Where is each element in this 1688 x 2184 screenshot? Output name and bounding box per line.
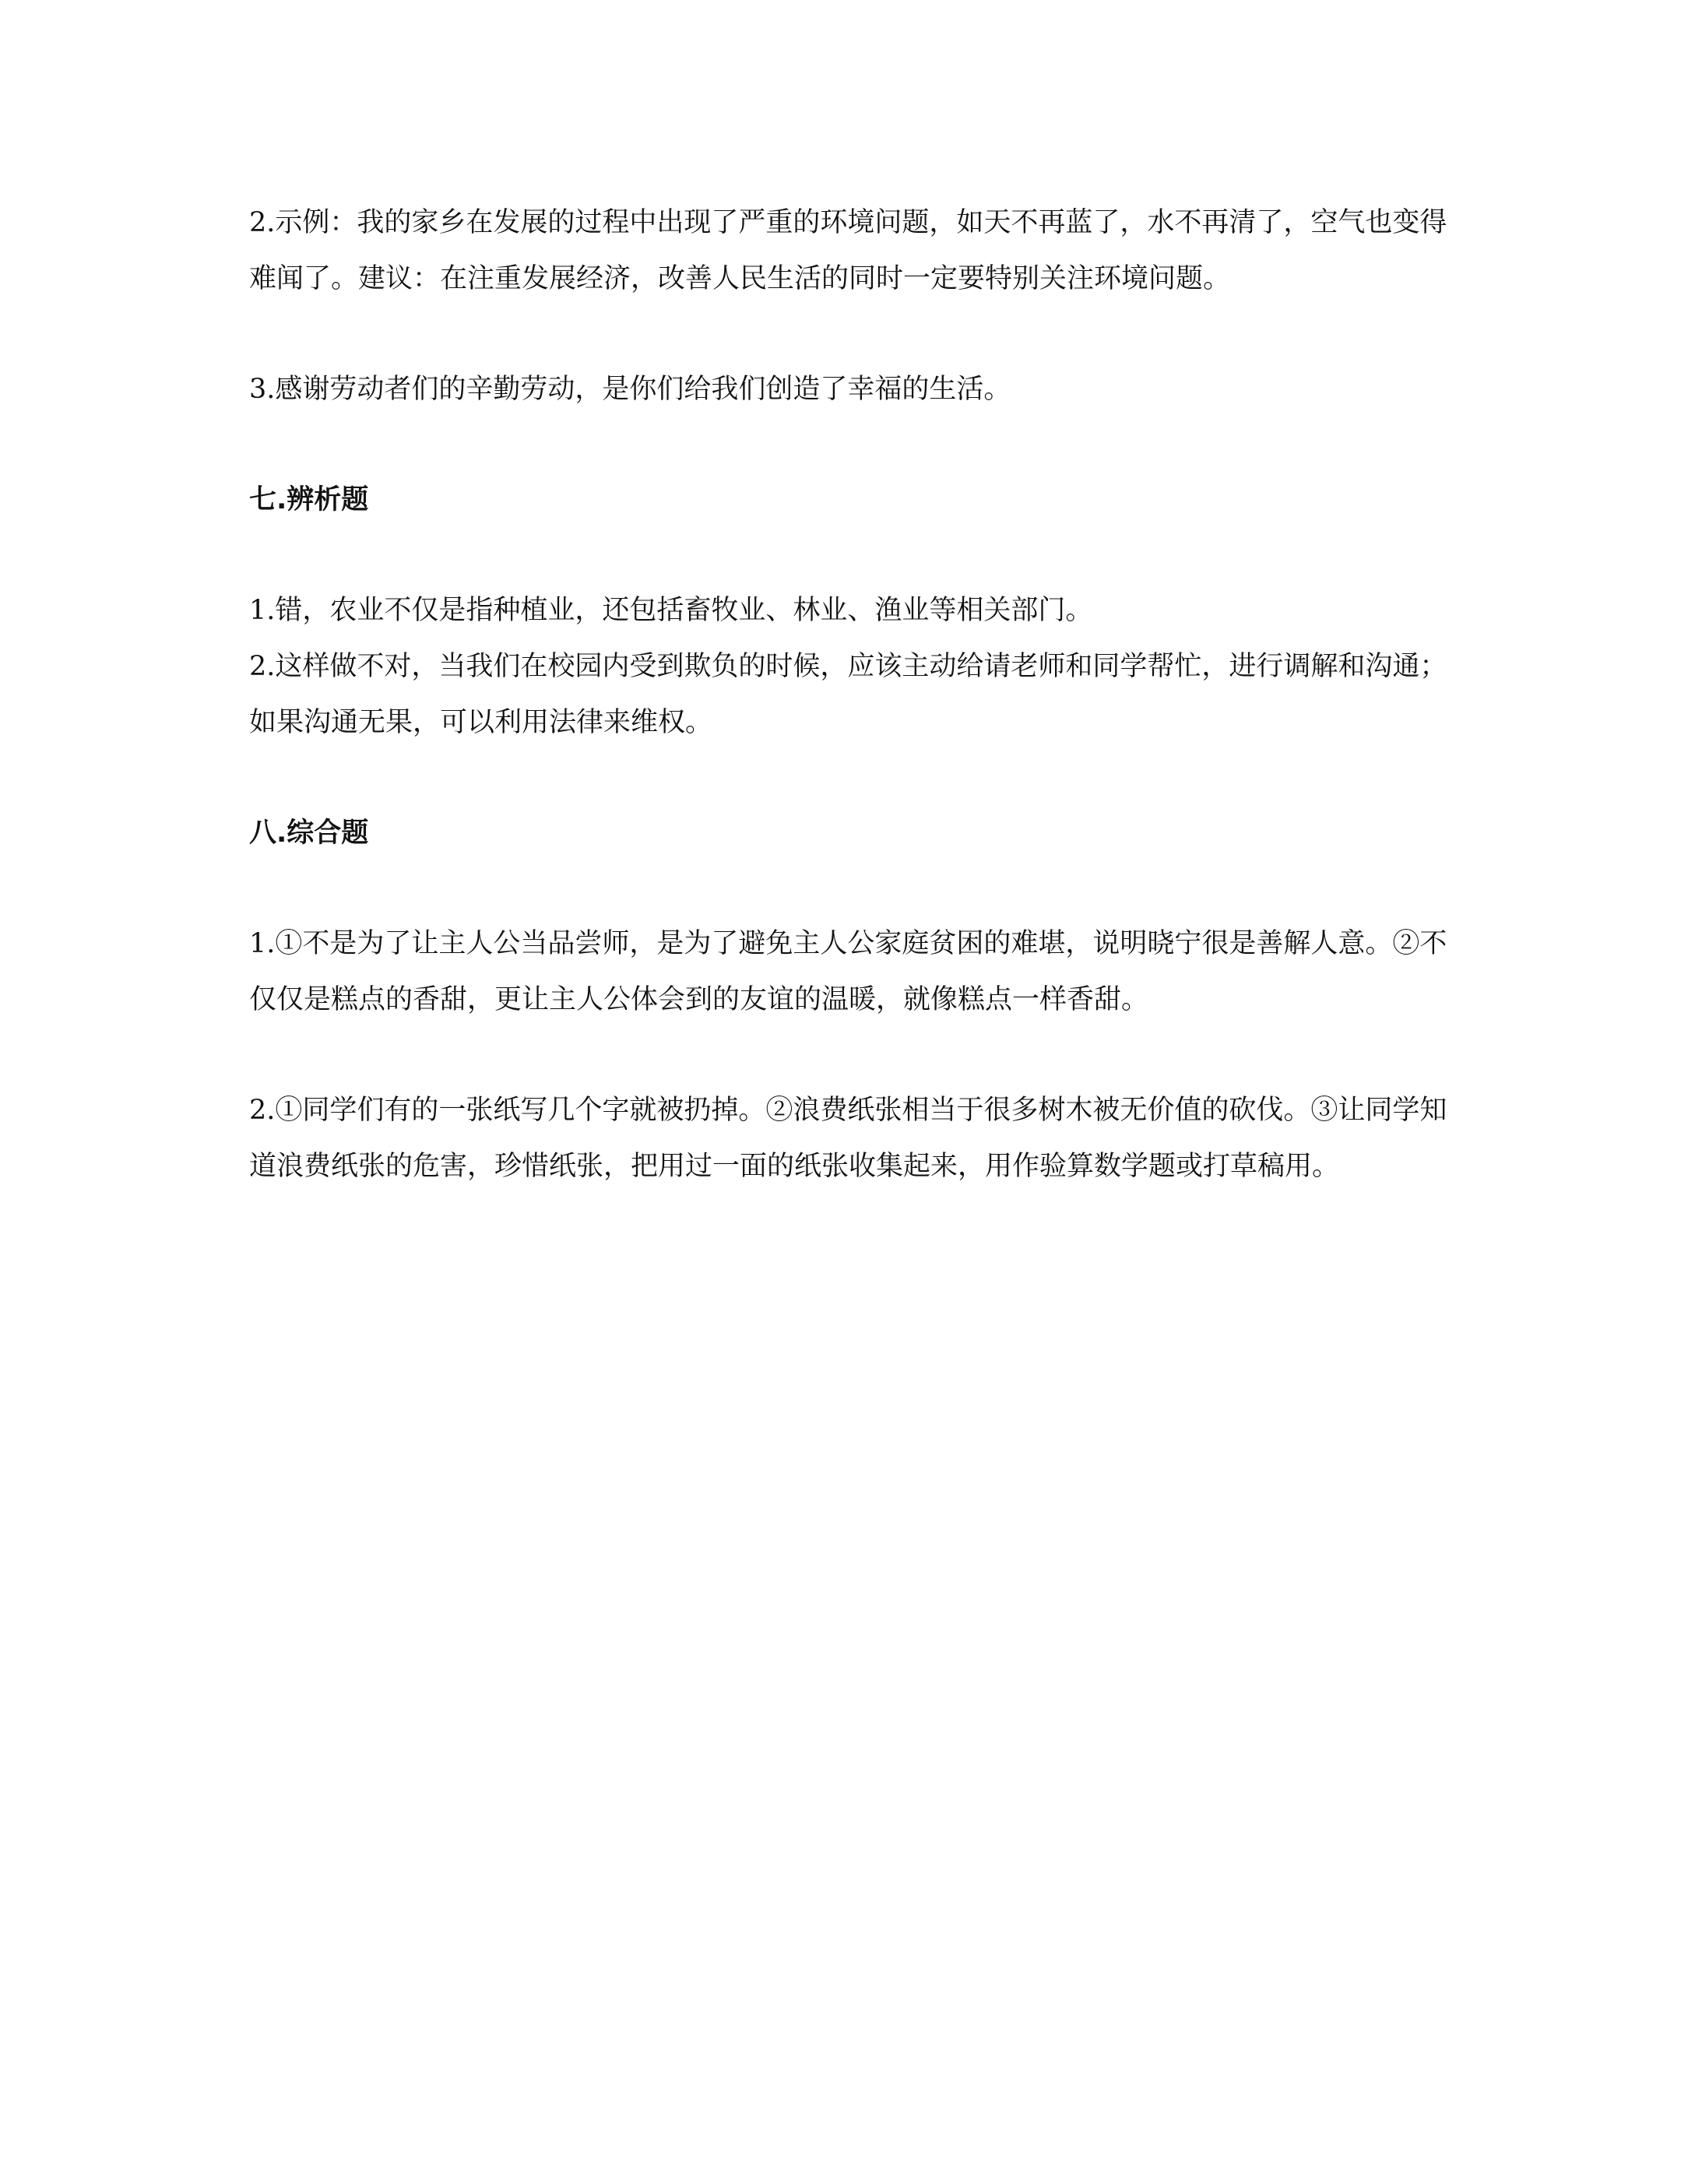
section8-answer-1: 1.①不是为了让主人公当品尝师，是为了避免主人公家庭贫困的难堪，说明晓宁很是善解人意。②不仅仅是糕点的香甜，更让主人公体会到的友谊的温暖，就像糕点一样香甜。 <box>249 928 1447 1015</box>
document-content <box>249 195 1448 1194</box>
section-heading-7: 七.辨析题 <box>249 484 369 515</box>
paragraph-spacer <box>249 1028 1448 1082</box>
answer-paragraph-3: 3.感谢劳动者们的辛勤劳动，是你们给我们创造了幸福的生活。 <box>249 374 1011 405</box>
section8-answer-2: 2.①同学们有的一张纸写几个字就被扔掉。②浪费纸张相当于很多树木被无价值的砍伐。③让同学知道浪费纸张的危害，珍惜纸张，把用过一面的纸张收集起来，用作验算数学题或打草稿用。 <box>249 1095 1447 1182</box>
paragraph-spacer <box>249 751 1448 805</box>
paragraph-spacer <box>249 307 1448 361</box>
paragraph-spacer <box>249 528 1448 582</box>
answer-paragraph-2: 2.示例：我的家乡在发展的过程中出现了严重的环境问题，如天不再蓝了，水不再清了，空气也变得难闻了。建议：在注重发展经济，改善人民生活的同时一定要特别关注环境问题。 <box>249 207 1447 294</box>
paragraph-spacer <box>249 861 1448 916</box>
paragraph-spacer <box>249 417 1448 472</box>
section-heading-8: 八.综合题 <box>249 818 369 849</box>
section7-answer-2: 2.这样做不对，当我们在校园内受到欺负的时候，应该主动给请老师和同学帮忙，进行调解和沟通；如果沟通无果，可以利用法律来维权。 <box>249 651 1447 738</box>
section7-answer-1: 1.错，农业不仅是指种植业，还包括畜牧业、林业、渔业等相关部门。 <box>249 595 1093 626</box>
